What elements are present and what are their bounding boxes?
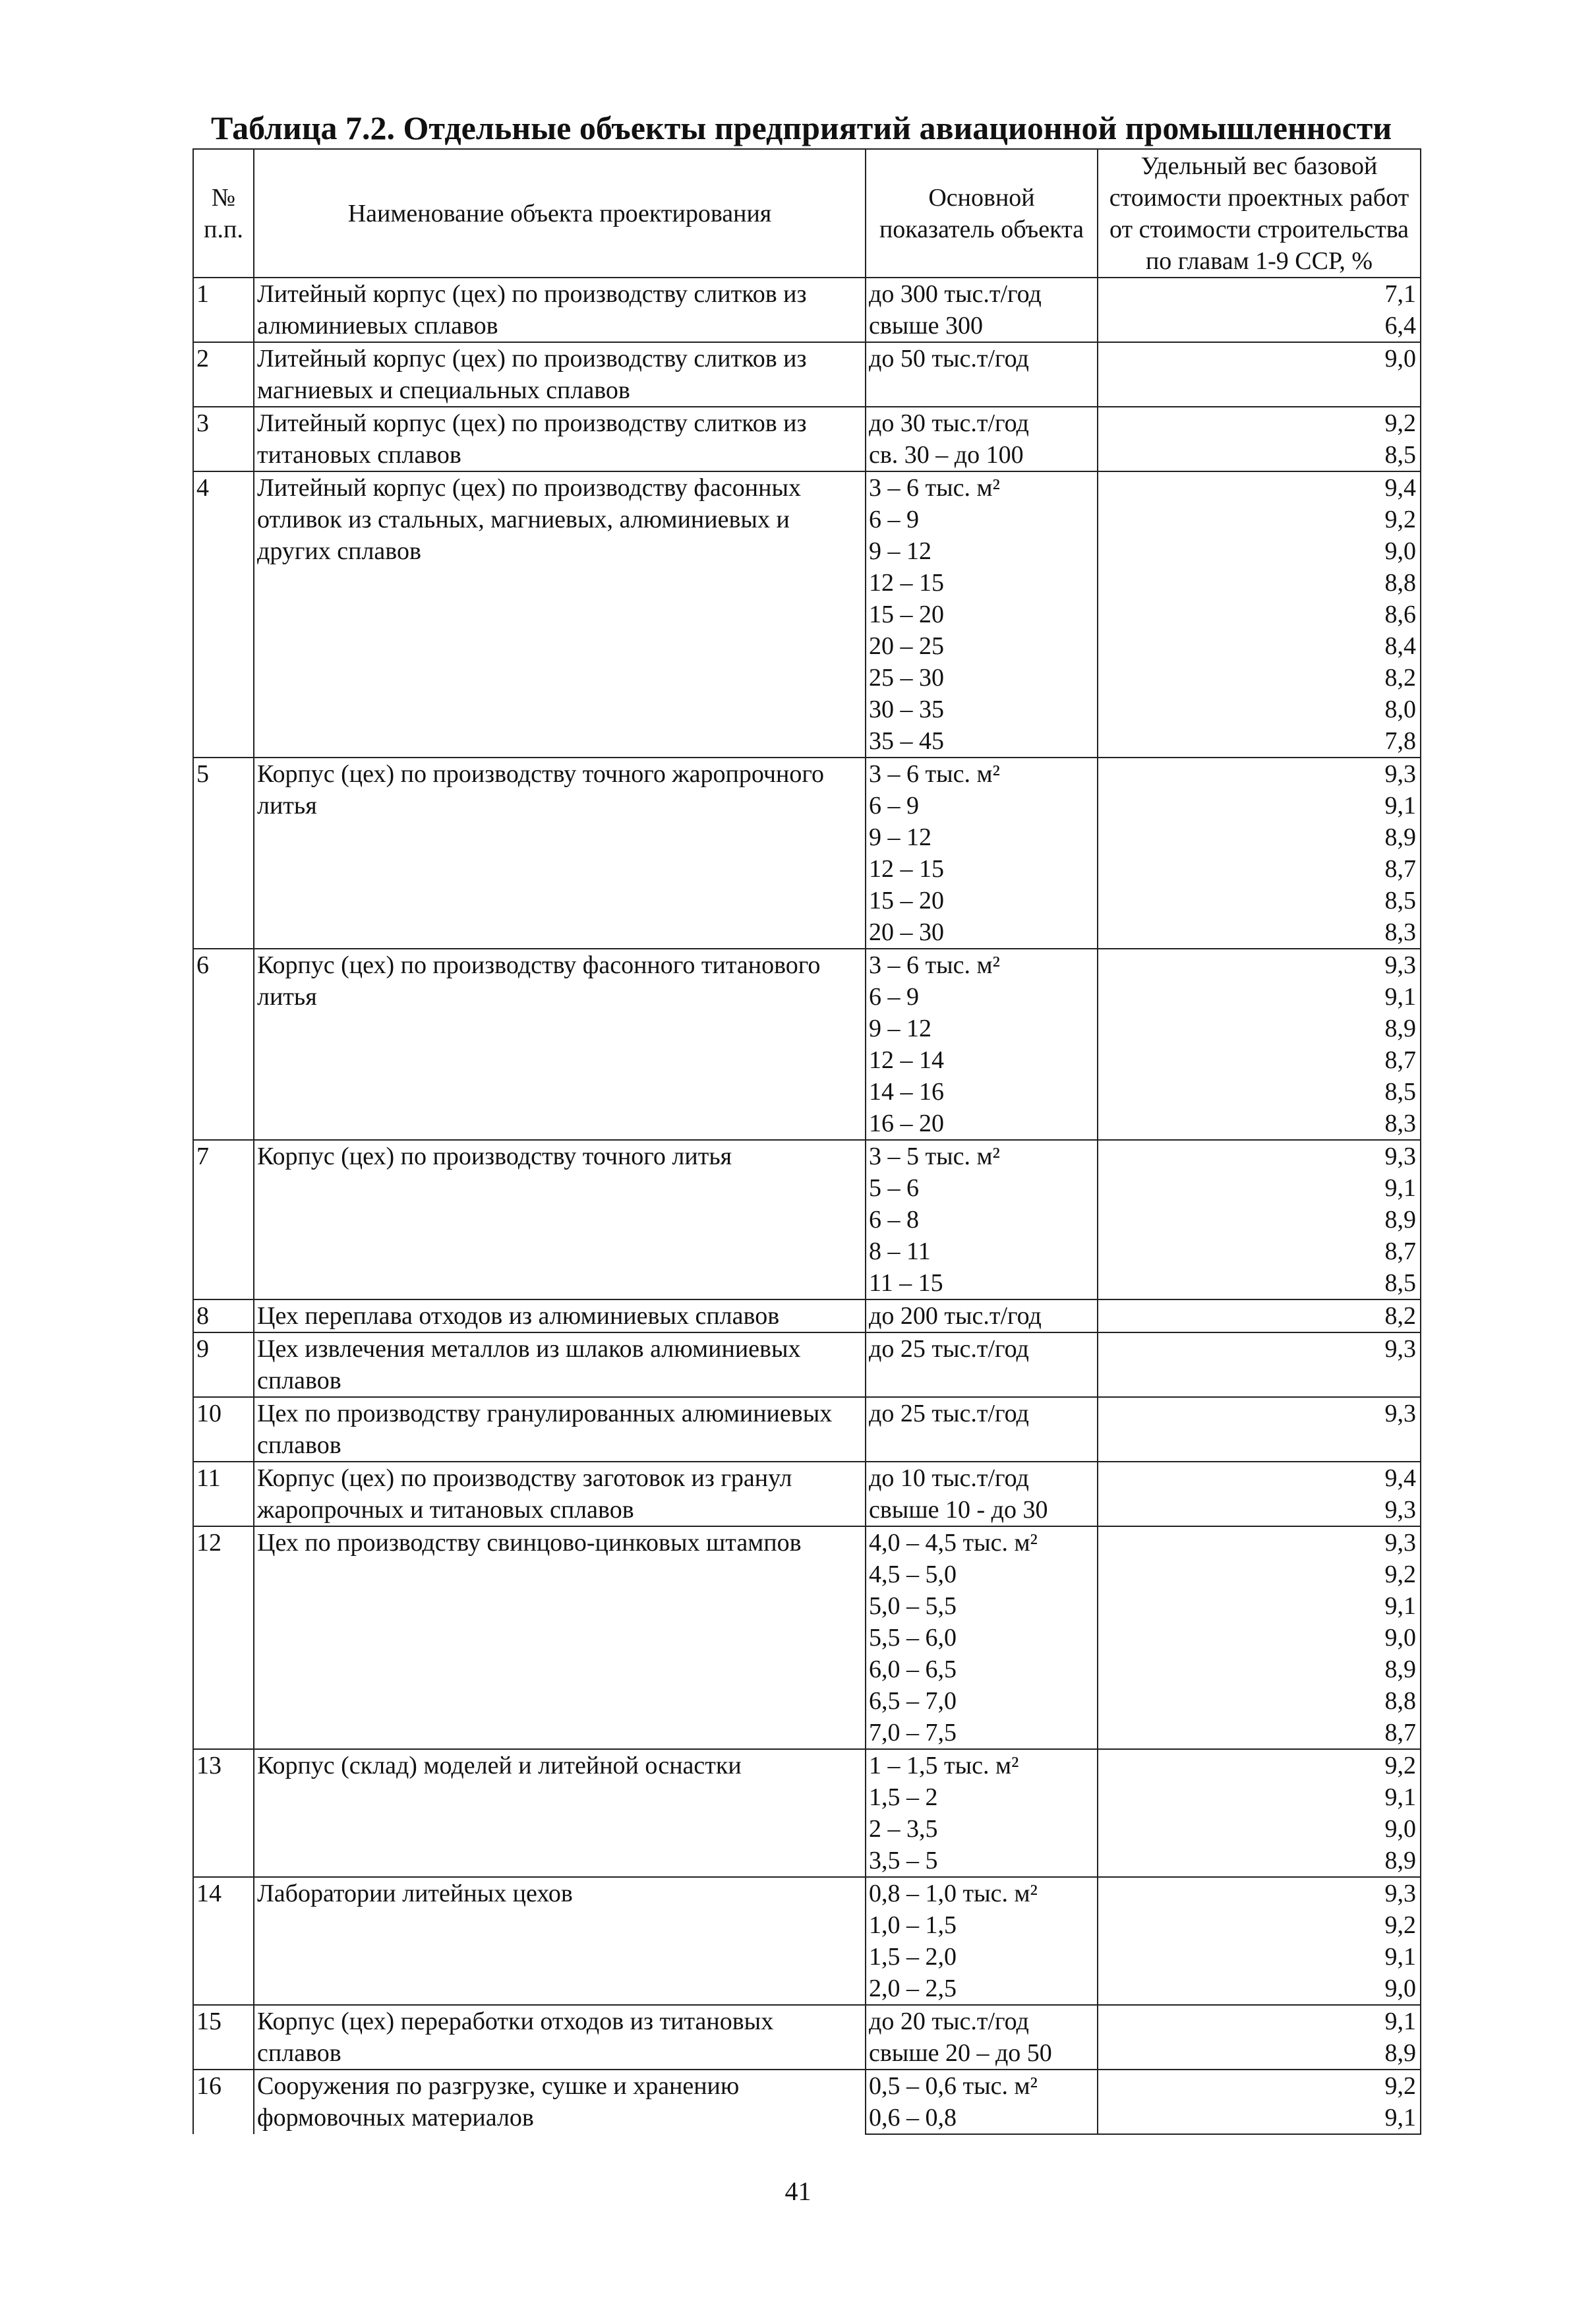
row-number: 2 xyxy=(193,342,254,407)
value-cell: 8,6 xyxy=(1098,599,1421,630)
indicator-cell: 11 – 15 xyxy=(866,1267,1098,1299)
indicator-cell: 7,0 – 7,5 xyxy=(866,1717,1098,1749)
object-name: Цех по производству гранулированных алюминиевых сплавов xyxy=(254,1397,866,1462)
indicator-cell: свыше 10 - до 30 xyxy=(866,1494,1098,1526)
row-number: 6 xyxy=(193,949,254,1140)
indicator-cell: 20 – 25 xyxy=(866,630,1098,662)
table-row xyxy=(193,1397,1421,1460)
indicator-cell: 25 – 30 xyxy=(866,662,1098,694)
indicator-cell: 3 – 6 тыс. м² xyxy=(866,471,1098,504)
value-cell: 9,1 xyxy=(1098,2005,1421,2037)
indicator-cell: 9 – 12 xyxy=(866,535,1098,567)
value-cell: 8,9 xyxy=(1098,1204,1421,1236)
value-cell: 9,1 xyxy=(1098,1172,1421,1204)
row-number: 4 xyxy=(193,471,254,758)
value-cell: 8,8 xyxy=(1098,567,1421,599)
table-row xyxy=(193,2005,1421,2037)
indicator-cell: 2,0 – 2,5 xyxy=(866,1973,1098,2005)
value-cell: 9,0 xyxy=(1098,1813,1421,1845)
value-cell: 9,0 xyxy=(1098,1973,1421,2005)
row-number: 14 xyxy=(193,1877,254,2005)
objects-table xyxy=(192,148,1421,2135)
value-cell: 9,2 xyxy=(1098,2070,1421,2102)
indicator-cell: 35 – 45 xyxy=(866,725,1098,758)
indicator-cell: свыше 300 xyxy=(866,310,1098,342)
indicator-cell: 6 – 9 xyxy=(866,790,1098,821)
value-cell: 8,5 xyxy=(1098,885,1421,916)
row-number: 15 xyxy=(193,2005,254,2070)
value-cell: 9,2 xyxy=(1098,1749,1421,1781)
table-body xyxy=(193,278,1421,2134)
indicator-cell: 6 – 9 xyxy=(866,981,1098,1013)
value-cell: 9,2 xyxy=(1098,1559,1421,1590)
indicator-cell: 8 – 11 xyxy=(866,1236,1098,1267)
indicator-cell: 4,0 – 4,5 тыс. м² xyxy=(866,1526,1098,1559)
value-cell: 8,7 xyxy=(1098,1044,1421,1076)
table-title: Таблица 7.2. Отдельные объекты предприятий авиационной промышленности xyxy=(211,109,1392,146)
object-name: Корпус (цех) по производству точного жаропрочного литья xyxy=(254,758,866,949)
value-cell: 9,3 xyxy=(1098,1140,1421,1172)
value-cell: 8,7 xyxy=(1098,1236,1421,1267)
indicator-cell: 12 – 15 xyxy=(866,853,1098,885)
value-cell: 8,8 xyxy=(1098,1685,1421,1717)
value-cell: 9,3 xyxy=(1098,1494,1421,1526)
object-name: Корпус (склад) моделей и литейной оснастки xyxy=(254,1749,866,1877)
value-cell: 9,1 xyxy=(1098,2102,1421,2134)
value-cell: 9,0 xyxy=(1098,1622,1421,1654)
indicator-cell: 0,8 – 1,0 тыс. м² xyxy=(866,1877,1098,1909)
indicator-cell: до 25 тыс.т/год xyxy=(866,1332,1098,1396)
value-cell: 9,2 xyxy=(1098,504,1421,535)
indicator-cell: 1,0 – 1,5 xyxy=(866,1909,1098,1941)
table-row xyxy=(193,278,1421,310)
value-cell: 8,2 xyxy=(1098,662,1421,694)
indicator-cell: 9 – 12 xyxy=(866,821,1098,853)
indicator-cell: 12 – 15 xyxy=(866,567,1098,599)
value-cell: 8,5 xyxy=(1098,1076,1421,1108)
indicator-cell: 1,5 – 2 xyxy=(866,1781,1098,1813)
value-cell: 8,9 xyxy=(1098,1013,1421,1044)
indicator-cell: 5,5 – 6,0 xyxy=(866,1622,1098,1654)
row-number: 13 xyxy=(193,1749,254,1877)
indicator-cell: 30 – 35 xyxy=(866,694,1098,725)
object-name: Корпус (цех) по производству фасонного титанового литья xyxy=(254,949,866,1140)
table-row xyxy=(193,471,1421,504)
row-number: 7 xyxy=(193,1140,254,1299)
row-number: 1 xyxy=(193,278,254,342)
value-cell: 8,9 xyxy=(1098,821,1421,853)
value-cell: 9,2 xyxy=(1098,407,1421,439)
indicator-cell: до 25 тыс.т/год xyxy=(866,1397,1098,1460)
indicator-cell: 1,5 – 2,0 xyxy=(866,1941,1098,1973)
indicator-cell: до 200 тыс.т/год xyxy=(866,1299,1098,1332)
indicator-cell: до 30 тыс.т/год xyxy=(866,407,1098,439)
row-number: 12 xyxy=(193,1526,254,1749)
object-name: Сооружения по разгрузке, сушке и хранению формовочных материалов xyxy=(254,2070,866,2134)
value-cell: 9,1 xyxy=(1098,1781,1421,1813)
object-name: Корпус (цех) переработки отходов из титановых сплавов xyxy=(254,2005,866,2070)
value-cell: 8,9 xyxy=(1098,1845,1421,1877)
value-cell: 9,3 xyxy=(1098,1397,1421,1460)
indicator-cell: 3 – 6 тыс. м² xyxy=(866,758,1098,790)
value-cell: 9,1 xyxy=(1098,981,1421,1013)
value-cell: 7,1 xyxy=(1098,278,1421,310)
indicator-cell: св. 30 – до 100 xyxy=(866,439,1098,471)
table-row xyxy=(193,1749,1421,1781)
header-value: Удельный вес базовой стоимости проектных работ от стоимости строительства по главам 1-9 ССР, % xyxy=(1098,149,1421,278)
indicator-cell: 20 – 30 xyxy=(866,916,1098,949)
value-cell: 8,9 xyxy=(1098,1654,1421,1685)
value-cell: 9,3 xyxy=(1098,758,1421,790)
indicator-cell: 3 – 6 тыс. м² xyxy=(866,949,1098,981)
table-row xyxy=(193,1332,1421,1396)
row-number: 16 xyxy=(193,2070,254,2134)
indicator-cell: 6,5 – 7,0 xyxy=(866,1685,1098,1717)
value-cell: 8,3 xyxy=(1098,916,1421,949)
value-cell: 9,0 xyxy=(1098,535,1421,567)
value-cell: 8,7 xyxy=(1098,853,1421,885)
value-cell: 9,3 xyxy=(1098,949,1421,981)
value-cell: 8,3 xyxy=(1098,1108,1421,1140)
object-name: Литейный корпус (цех) по производству фасонных отливок из стальных, магниевых, алюминиевых и других сплавов xyxy=(254,471,866,758)
table-row xyxy=(193,2070,1421,2102)
value-cell: 9,3 xyxy=(1098,1332,1421,1396)
object-name: Литейный корпус (цех) по производству слитков из алюминиевых сплавов xyxy=(254,278,866,342)
value-cell: 9,1 xyxy=(1098,1941,1421,1973)
row-number: 8 xyxy=(193,1299,254,1332)
page-number: 41 xyxy=(784,2176,812,2206)
indicator-cell: 5,0 – 5,5 xyxy=(866,1590,1098,1622)
indicator-cell: 6,0 – 6,5 xyxy=(866,1654,1098,1685)
value-cell: 8,5 xyxy=(1098,1267,1421,1299)
row-number: 10 xyxy=(193,1397,254,1462)
indicator-cell: до 20 тыс.т/год xyxy=(866,2005,1098,2037)
indicator-cell: 4,5 – 5,0 xyxy=(866,1559,1098,1590)
object-name: Литейный корпус (цех) по производству слитков из титановых сплавов xyxy=(254,407,866,471)
value-cell: 6,4 xyxy=(1098,310,1421,342)
object-name: Цех извлечения металлов из шлаков алюминиевых сплавов xyxy=(254,1332,866,1397)
object-name: Цех по производству свинцово-цинковых штампов xyxy=(254,1526,866,1749)
table-row xyxy=(193,1299,1421,1332)
table-row xyxy=(193,1877,1421,1909)
indicator-cell: 6 – 9 xyxy=(866,504,1098,535)
value-cell: 9,1 xyxy=(1098,1590,1421,1622)
row-number: 11 xyxy=(193,1462,254,1526)
value-cell: 7,8 xyxy=(1098,725,1421,758)
value-cell: 9,4 xyxy=(1098,1462,1421,1494)
indicator-cell: свыше 20 – до 50 xyxy=(866,2037,1098,2070)
indicator-cell: 3 – 5 тыс. м² xyxy=(866,1140,1098,1172)
row-number: 3 xyxy=(193,407,254,471)
indicator-cell: 5 – 6 xyxy=(866,1172,1098,1204)
indicator-cell: 15 – 20 xyxy=(866,885,1098,916)
value-cell: 9,3 xyxy=(1098,1877,1421,1909)
indicator-cell: до 10 тыс.т/год xyxy=(866,1462,1098,1494)
indicator-cell: до 300 тыс.т/год xyxy=(866,278,1098,310)
value-cell: 8,4 xyxy=(1098,630,1421,662)
table-row xyxy=(193,342,1421,405)
indicator-cell: 6 – 8 xyxy=(866,1204,1098,1236)
table-row xyxy=(193,1462,1421,1494)
indicator-cell: 0,6 – 0,8 xyxy=(866,2102,1098,2134)
indicator-cell: 3,5 – 5 xyxy=(866,1845,1098,1877)
value-cell: 9,4 xyxy=(1098,471,1421,504)
indicator-cell: до 50 тыс.т/год xyxy=(866,342,1098,405)
value-cell: 8,5 xyxy=(1098,439,1421,471)
indicator-cell: 15 – 20 xyxy=(866,599,1098,630)
value-cell: 9,1 xyxy=(1098,790,1421,821)
indicator-cell: 16 – 20 xyxy=(866,1108,1098,1140)
indicator-cell: 14 – 16 xyxy=(866,1076,1098,1108)
object-name: Литейный корпус (цех) по производству слитков из магниевых и специальных сплавов xyxy=(254,342,866,407)
value-cell: 8,0 xyxy=(1098,694,1421,725)
indicator-cell: 9 – 12 xyxy=(866,1013,1098,1044)
object-name: Лаборатории литейных цехов xyxy=(254,1877,866,2005)
value-cell: 9,3 xyxy=(1098,1526,1421,1559)
header-name: Наименование объекта проектирования xyxy=(254,149,866,278)
value-cell: 8,7 xyxy=(1098,1717,1421,1749)
value-cell: 8,2 xyxy=(1098,1299,1421,1332)
table-row xyxy=(193,1140,1421,1172)
indicator-cell: 0,5 – 0,6 тыс. м² xyxy=(866,2070,1098,2102)
object-name: Корпус (цех) по производству точного литья xyxy=(254,1140,866,1299)
indicator-cell: 12 – 14 xyxy=(866,1044,1098,1076)
value-cell: 8,9 xyxy=(1098,2037,1421,2070)
indicator-cell: 1 – 1,5 тыс. м² xyxy=(866,1749,1098,1781)
object-name: Корпус (цех) по производству заготовок из гранул жаропрочных и титановых сплавов xyxy=(254,1462,866,1526)
object-name: Цех переплава отходов из алюминиевых сплавов xyxy=(254,1299,866,1332)
indicator-cell: 2 – 3,5 xyxy=(866,1813,1098,1845)
value-cell: 9,2 xyxy=(1098,1909,1421,1941)
header-num: № п.п. xyxy=(193,149,254,278)
table-row xyxy=(193,949,1421,981)
header-indicator: Основной показатель объекта xyxy=(866,149,1098,278)
row-number: 9 xyxy=(193,1332,254,1397)
table-row xyxy=(193,407,1421,439)
table-row xyxy=(193,758,1421,790)
row-number: 5 xyxy=(193,758,254,949)
value-cell: 9,0 xyxy=(1098,342,1421,405)
table-row xyxy=(193,1526,1421,1559)
